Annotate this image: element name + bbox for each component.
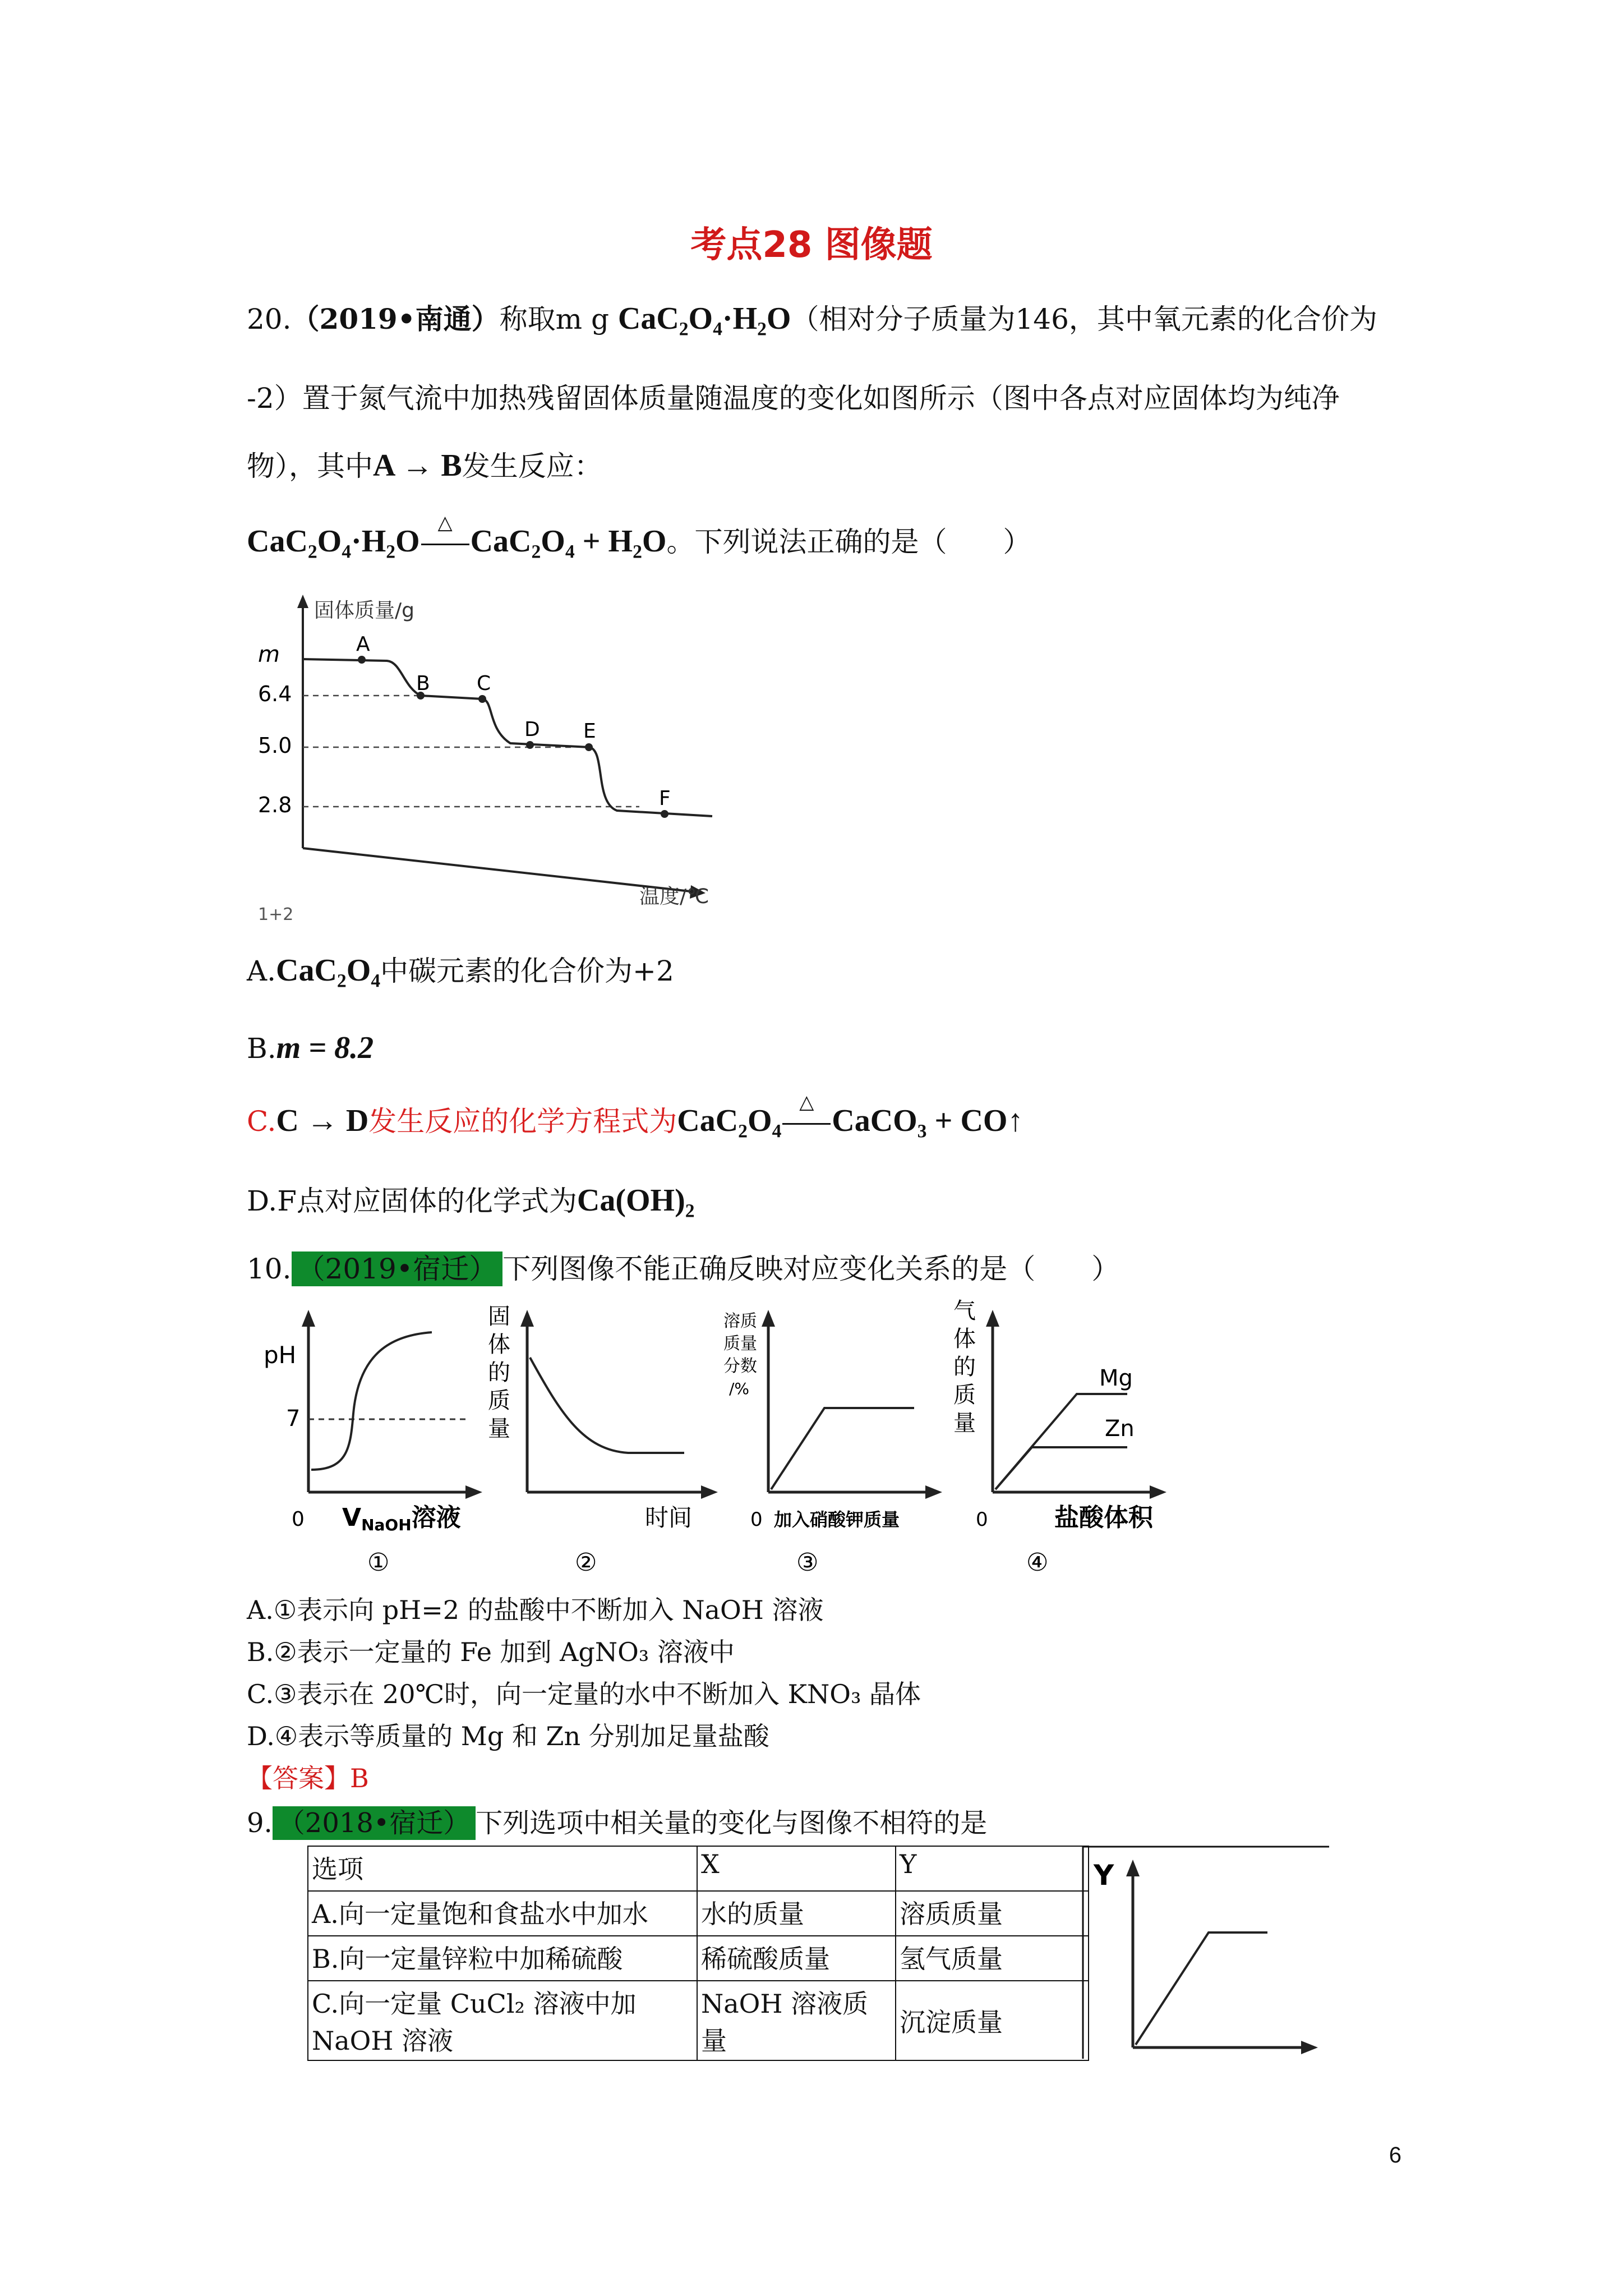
q10-option-c: C.③表示在 20℃时，向一定量的水中不断加入 KNO₃ 晶体 bbox=[247, 1679, 921, 1709]
option-letter: A. bbox=[247, 955, 276, 987]
label-C: C bbox=[477, 672, 491, 695]
g2-ylabel-3: 的 bbox=[488, 1360, 510, 1386]
answer-label: 【答案】 bbox=[247, 1763, 350, 1793]
q10-stem bbox=[247, 1252, 1119, 1286]
option-formula: Ca(OH)₂ bbox=[577, 1183, 695, 1218]
graph-4 bbox=[953, 1298, 1166, 1577]
header-x: X bbox=[697, 1846, 896, 1891]
label-A: A bbox=[356, 633, 370, 656]
x-axis bbox=[303, 848, 695, 892]
q10-answer bbox=[247, 1761, 369, 1795]
g1-curve bbox=[311, 1332, 432, 1470]
g4-zn-line bbox=[995, 1447, 1127, 1489]
g3-line bbox=[771, 1408, 914, 1489]
point-F bbox=[661, 810, 668, 818]
q10-option-a: A.①表示向 pH=2 的盐酸中不断加入 NaOH 溶液 bbox=[247, 1595, 824, 1625]
q20-text: 发生反应： bbox=[462, 450, 602, 482]
g3-ylabel-1: 溶质 bbox=[723, 1312, 757, 1331]
q9-line bbox=[1136, 1932, 1267, 2045]
g3-number: ③ bbox=[796, 1548, 819, 1577]
g2-number: ② bbox=[575, 1548, 597, 1577]
q9-source: （2018•宿迁） bbox=[273, 1806, 476, 1840]
q20-equation bbox=[247, 512, 1031, 559]
table-cell: 水的质量 bbox=[697, 1891, 896, 1936]
ytick-m: m bbox=[258, 642, 280, 668]
heat-symbol: △ bbox=[799, 1091, 814, 1114]
q9-graph bbox=[1082, 1846, 1329, 2070]
q20-source: （2019•南通） bbox=[291, 302, 500, 335]
q20-question: 。下列说法正确的是（ ） bbox=[666, 526, 1031, 558]
graph-1 bbox=[264, 1310, 482, 1577]
q20-text: 物），其中 bbox=[247, 450, 373, 482]
y-axis-label: 固体质量/g bbox=[314, 599, 414, 622]
table-cell: 溶质质量 bbox=[896, 1891, 1089, 1936]
label-E: E bbox=[583, 720, 596, 743]
g4-ylabel-2: 体 bbox=[953, 1326, 976, 1352]
ytick-2.8: 2.8 bbox=[258, 793, 292, 817]
answer-value: B bbox=[350, 1763, 369, 1793]
q20-number: 20. bbox=[247, 303, 292, 335]
graph-3 bbox=[723, 1310, 942, 1577]
label-D: D bbox=[524, 718, 540, 741]
q10-option-b: B.②表示一定量的 Fe 加到 AgNO₃ 溶液中 bbox=[247, 1637, 735, 1667]
ytick-6.4: 6.4 bbox=[258, 682, 292, 706]
table-row bbox=[308, 1891, 1089, 1936]
page-title: 考点28 图像题 bbox=[690, 224, 933, 266]
q10-question: 下列图像不能正确反映对应变化关系的是（ ） bbox=[502, 1253, 1120, 1285]
option-letter: C. bbox=[247, 1105, 276, 1138]
option-text: 中碳元素的化合价为+2 bbox=[380, 955, 674, 987]
q9-stem bbox=[247, 1806, 987, 1840]
option-letter: B. bbox=[247, 1032, 276, 1065]
q10-source: （2019•宿迁） bbox=[292, 1251, 503, 1286]
g4-xlabel: 盐酸体积 bbox=[1054, 1503, 1153, 1532]
table-cell: 氢气质量 bbox=[896, 1936, 1089, 1981]
option-formula: m = 8.2 bbox=[276, 1030, 374, 1065]
g4-ylabel-4: 质 bbox=[953, 1382, 976, 1408]
q10-number: 10. bbox=[247, 1253, 292, 1285]
g2-curve bbox=[530, 1358, 684, 1453]
g2-xlabel: 时间 bbox=[645, 1504, 693, 1531]
option-formula: CaC₂O₄ bbox=[276, 953, 381, 988]
label-F: F bbox=[659, 787, 671, 810]
g1-xlabel: VNaOH溶液 bbox=[342, 1503, 461, 1534]
g3-ylabel-4: /% bbox=[729, 1379, 750, 1398]
q20-option-c bbox=[247, 1091, 1023, 1138]
point-A bbox=[358, 656, 366, 664]
g2-ylabel-5: 量 bbox=[488, 1416, 510, 1442]
g3-xlabel: 加入硝酸钾质量 bbox=[774, 1509, 900, 1530]
mass-curve bbox=[303, 659, 712, 816]
heat-arrow bbox=[420, 512, 471, 559]
table-cell: A.向一定量饱和食盐水中加水 bbox=[308, 1891, 697, 1936]
table-row bbox=[308, 1936, 1089, 1981]
q20-hydrate-formula: CaC₂O₄·H₂O bbox=[617, 301, 791, 336]
y-axis-arrow bbox=[297, 595, 308, 608]
q20-option-d bbox=[247, 1184, 695, 1218]
g1-tick-7: 7 bbox=[286, 1406, 301, 1432]
figure-caption-fragment: 1+2 bbox=[258, 905, 294, 924]
q10-option-d: D.④表示等质量的 Mg 和 Zn 分别加足量盐酸 bbox=[247, 1721, 769, 1751]
g2-ylabel-4: 质 bbox=[488, 1388, 510, 1414]
g1-ylabel: pH bbox=[264, 1341, 297, 1369]
q9-table bbox=[307, 1846, 1089, 2061]
label-B: B bbox=[416, 672, 430, 695]
option-formula: C → D bbox=[276, 1103, 369, 1138]
option-text: 发生反应的化学方程式为 bbox=[368, 1105, 677, 1138]
q10-graphs bbox=[264, 1298, 1200, 1588]
g1-number: ① bbox=[367, 1548, 390, 1577]
equation-right: CaC₂O₄ + H₂O bbox=[470, 524, 667, 559]
point-C bbox=[478, 695, 486, 703]
q9-ylabel: Y bbox=[1094, 1859, 1114, 1892]
q20-option-b bbox=[247, 1031, 374, 1065]
q20-line3 bbox=[247, 449, 602, 483]
g1-origin: 0 bbox=[292, 1508, 305, 1531]
header-option: 选项 bbox=[308, 1846, 697, 1891]
q20-mass-temperature-graph bbox=[247, 589, 751, 926]
g3-ylabel-3: 分数 bbox=[723, 1356, 757, 1376]
g4-number: ④ bbox=[1026, 1548, 1049, 1577]
g4-series-mg: Mg bbox=[1099, 1365, 1133, 1391]
heat-arrow bbox=[781, 1091, 832, 1138]
table-cell: C.向一定量 CuCl₂ 溶液中加NaOH 溶液 bbox=[308, 1981, 697, 2060]
page-number: 6 bbox=[1389, 2143, 1401, 2168]
g2-ylabel-2: 体 bbox=[488, 1332, 510, 1358]
equation-left: CaC₂O₄·H₂O bbox=[247, 524, 420, 559]
g3-origin: 0 bbox=[750, 1508, 763, 1531]
q20-text: 称取m g bbox=[499, 303, 609, 335]
heat-symbol: △ bbox=[437, 512, 453, 534]
point-E bbox=[585, 743, 593, 751]
g4-ylabel-1: 气 bbox=[953, 1298, 976, 1324]
g3-ylabel-2: 质量 bbox=[723, 1334, 757, 1354]
ytick-5.0: 5.0 bbox=[258, 733, 292, 758]
x-axis-label: 温度/℃ bbox=[639, 885, 709, 908]
graph-2 bbox=[488, 1304, 718, 1577]
table-cell: B.向一定量锌粒中加稀硫酸 bbox=[308, 1936, 697, 1981]
header-y: Y bbox=[896, 1846, 1089, 1891]
q20-text: （相对分子质量为146，其中氧元素的化合价为 bbox=[791, 303, 1377, 335]
table-cell: NaOH 溶液质量 bbox=[697, 1981, 896, 2060]
table-cell: 沉淀质量 bbox=[896, 1981, 1089, 2060]
option-equation-right: CaCO₃ + CO↑ bbox=[832, 1103, 1023, 1138]
q20-ab-formula: A → B bbox=[373, 448, 462, 483]
q20-line1 bbox=[247, 302, 1377, 336]
g4-mg-line bbox=[995, 1394, 1127, 1489]
option-equation-left: CaC₂O₄ bbox=[677, 1103, 782, 1138]
q20-option-a bbox=[247, 954, 674, 988]
q9-question: 下列选项中相关量的变化与图像不相符的是 bbox=[476, 1807, 988, 1839]
option-text: D.F点对应固体的化学式为 bbox=[247, 1185, 577, 1217]
q20-line2: -2）置于氮气流中加热残留固体质量随温度的变化如图所示（图中各点对应固体均为纯净 bbox=[247, 382, 1340, 415]
q9-number: 9. bbox=[247, 1807, 273, 1839]
table-row bbox=[308, 1981, 1089, 2060]
g4-series-zn: Zn bbox=[1105, 1416, 1135, 1442]
g4-ylabel-3: 的 bbox=[953, 1354, 976, 1380]
point-D bbox=[526, 741, 534, 749]
g4-origin: 0 bbox=[976, 1508, 988, 1531]
table-cell: 稀硫酸质量 bbox=[697, 1936, 896, 1981]
g2-ylabel-1: 固 bbox=[488, 1304, 510, 1329]
g4-ylabel-5: 量 bbox=[953, 1410, 976, 1436]
table-header-row bbox=[308, 1846, 1089, 1891]
